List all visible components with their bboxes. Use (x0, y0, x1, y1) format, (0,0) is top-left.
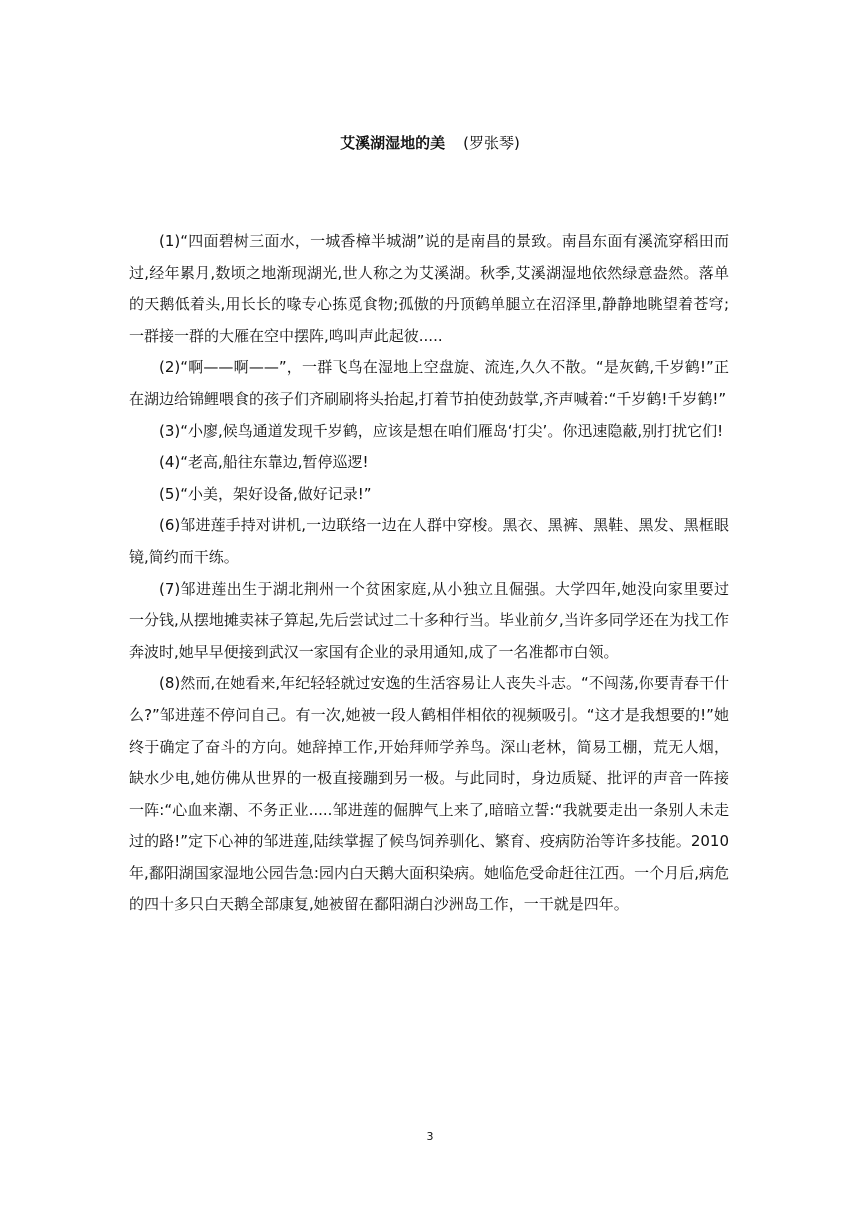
paragraph-8: (8)然而,在她看来,年纪轻轻就过安逸的生活容易让人丧失斗志。“不闯荡,你要青春干什么?”邹进莲不停问自己。有一次,她被一段人鹤相伴相依的视频吸引。“这才是我想要的!”她终于确定了奋斗的方向。她辞掉工作,开始拜师学养鸟。深山老林，简易工棚，荒无人烟，缺水少电,她仿佛从世界的一极直接蹦到另一极。与此同时，身边质疑、批评的声音一阵接一阵:“心血来潮、不务正业.....邹进莲的倔脾气上来了,暗暗立誓:“我就要走出一条别人未走过的路!”定下心神的邹进莲,陆续掌握了候鸟饲养驯化、繁育、疫病防治等许多技能。2010年,鄱阳湖国家湿地公园告急:园内白天鹅大面积染病。她临危受命赶往江西。一个月后,病危的四十多只白天鹅全部康复,她被留在鄱阳湖白沙洲岛工作，一干就是四年。 (129, 674, 729, 914)
page-number: 3 (426, 1130, 434, 1143)
title-line (0, 131, 860, 155)
paragraph-5: (5)“小美，架好设备,做好记录!” (159, 484, 372, 503)
document-title: 艾溪湖湿地的美 (340, 134, 446, 152)
paragraph-7: (7)邹进莲出生于湖北荆州一个贫困家庭,从小独立且倔强。大学四年,她没向家里要过一分钱,从摆地摊卖袜子算起,先后尝试过二十多种行当。毕业前夕,当许多同学还在为找工作奔波时,她早早便接到武汉一家国有企业的录用通知,成了一名准都市白领。 (129, 579, 729, 661)
paragraph-3: (3)“小廖,候鸟通道发现千岁鹤，应该是想在咱们雁岛‘打尖’。你迅速隐蔽,别打扰它们! (159, 421, 724, 440)
document-author: (罗张琴) (463, 134, 520, 152)
article-body (129, 226, 729, 921)
paragraph-4: (4)“老高,船往东靠边,暂停巡逻! (159, 453, 369, 472)
paragraph-6: (6)邹进莲手持对讲机,一边联络一边在人群中穿梭。黑衣、黑裤、黑鞋、黑发、黑框眼镜,简约而干练。 (129, 516, 729, 566)
paragraph-2: (2)“啊——啊——”，一群飞鸟在湿地上空盘旋、流连,久久不散。“是灰鹤,千岁鹤!”正在湖边给锦鲤喂食的孩子们齐刷刷将头抬起,打着节拍使劲鼓掌,齐声喊着:“千岁鹤!千岁鹤!” (129, 358, 729, 408)
paragraph-1: (1)“四面碧树三面水，一城香樟半城湖”说的是南昌的景致。南昌东面有溪流穿稻田而过,经年累月,数顷之地渐现湖光,世人称之为艾溪湖。秋季,艾溪湖湿地依然绿意盎然。落单的天鹅低着头,用长长的喙专心拣觅食物;孤傲的丹顶鹤单腿立在沼泽里,静静地眺望着苍穹;一群接一群的大雁在空中摆阵,鸣叫声此起彼..... (129, 232, 729, 345)
